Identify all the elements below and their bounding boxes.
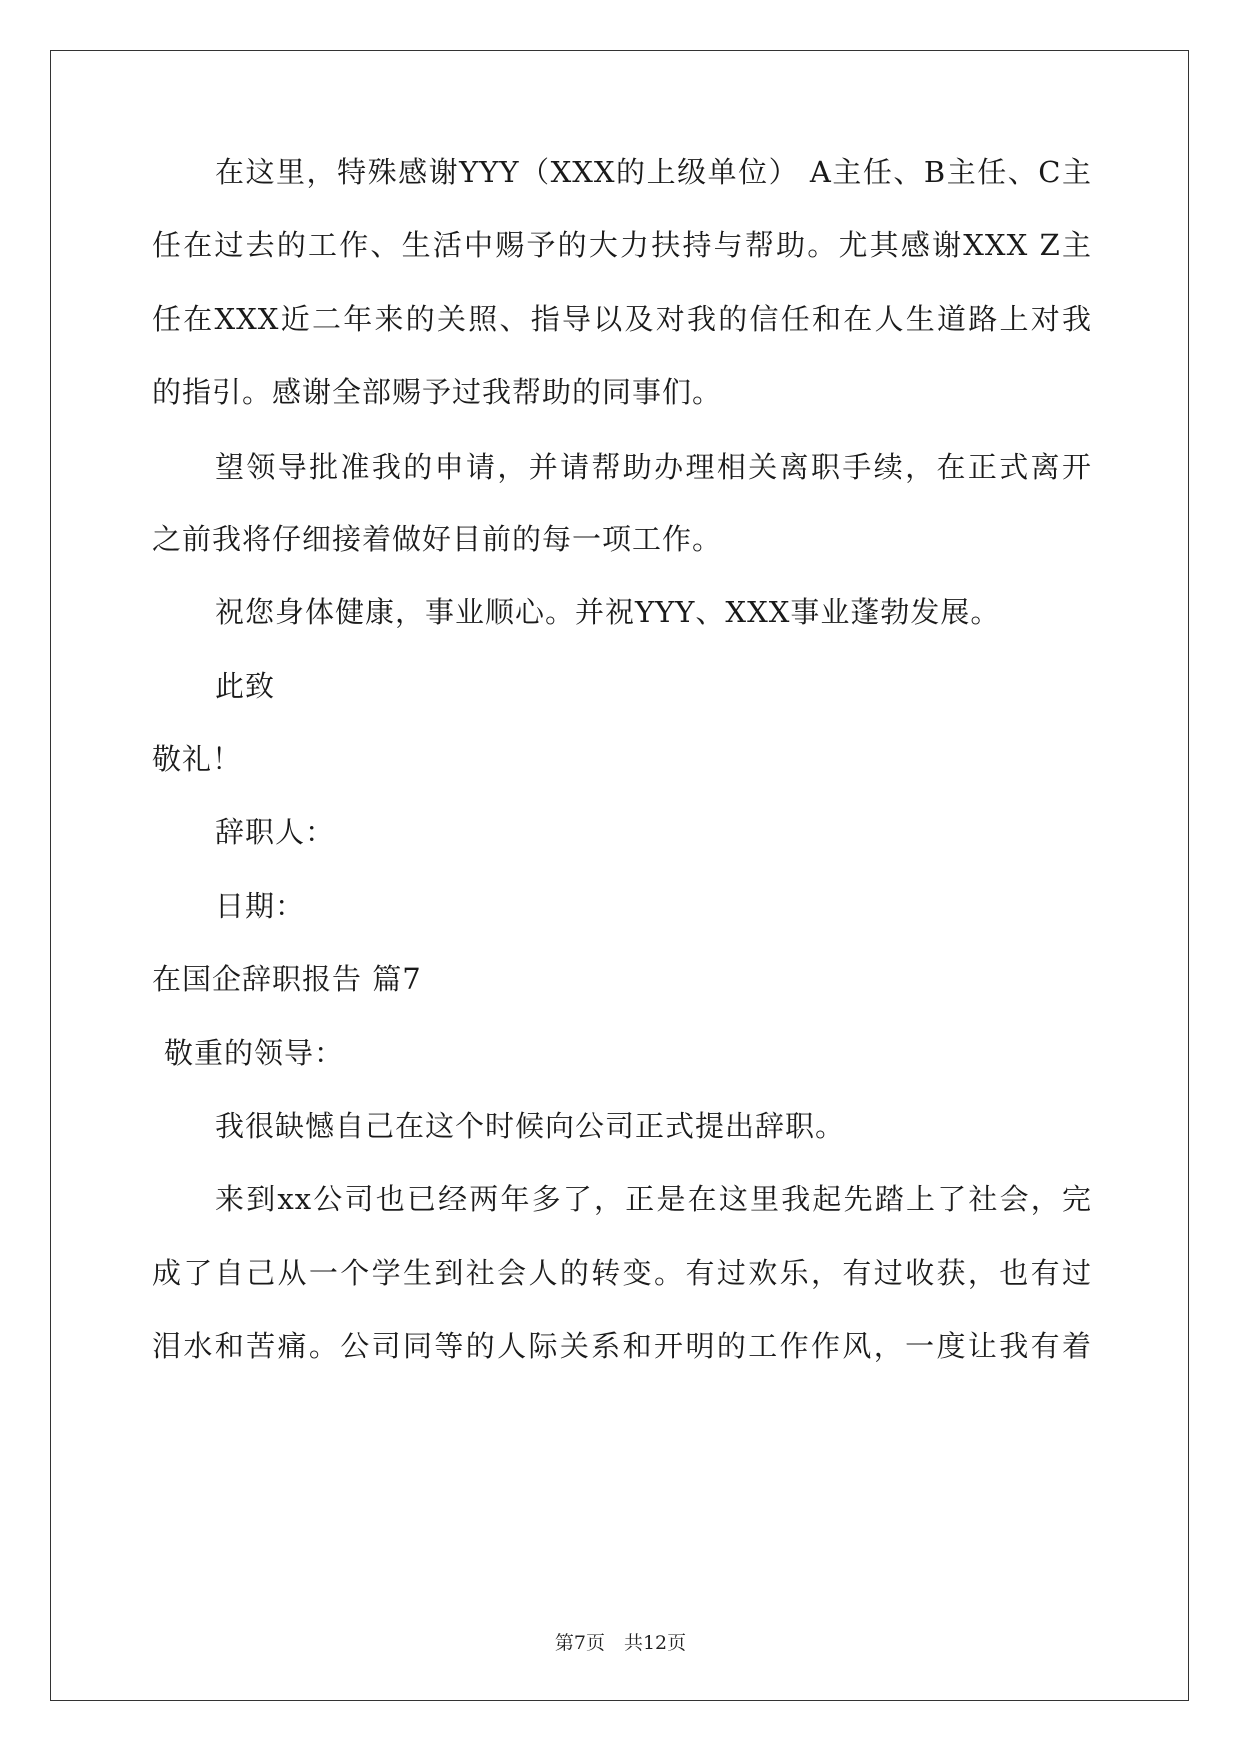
closing-jingli: 敬礼！ [152,742,243,776]
signature-resigner: 辞职人： [215,815,336,849]
paragraph-experience-line-3: 泪水和苦痛。公司同等的人际关系和开明的工作作风，一度让我有着 [152,1329,1092,1363]
paragraph-request-line-1: 望领导批准我的申请，并请帮助办理相关离职手续，在正式离开 [215,450,1092,484]
paragraph-wishes: 祝您身体健康，事业顺心。并祝YYY、XXX事业蓬勃发展。 [215,595,1001,629]
closing-cizhi: 此致 [215,669,276,703]
signature-date: 日期： [215,889,306,923]
paragraph-regret: 我很缺憾自己在这个时候向公司正式提出辞职。 [215,1109,846,1143]
section-heading: 在国企辞职报告 篇7 [152,962,422,996]
paragraph-request-line-2: 之前我将仔细接着做好目前的每一项工作。 [152,522,723,556]
paragraph-experience-line-1: 来到xx公司也已经两年多了，正是在这里我起先踏上了社会，完 [215,1182,1092,1216]
page-number-footer: 第7页 共12页 [554,1632,687,1654]
paragraph-experience-line-2: 成了自己从一个学生到社会人的转变。有过欢乐，有过收获，也有过 [152,1256,1092,1290]
paragraph-thanks-line-4: 的指引。感谢全部赐予过我帮助的同事们。 [152,375,723,409]
paragraph-thanks-line-1: 在这里，特殊感谢YYY（XXX的上级单位） A主任、B主任、C主 [215,155,1092,189]
salutation: 敬重的领导： [164,1036,345,1070]
paragraph-thanks-line-3: 任在XXX近二年来的关照、指导以及对我的信任和在人生道路上对我 [152,302,1092,336]
paragraph-thanks-line-2: 任在过去的工作、生活中赐予的大力扶持与帮助。尤其感谢XXX Z主 [152,228,1092,262]
page-border [50,50,1189,1701]
